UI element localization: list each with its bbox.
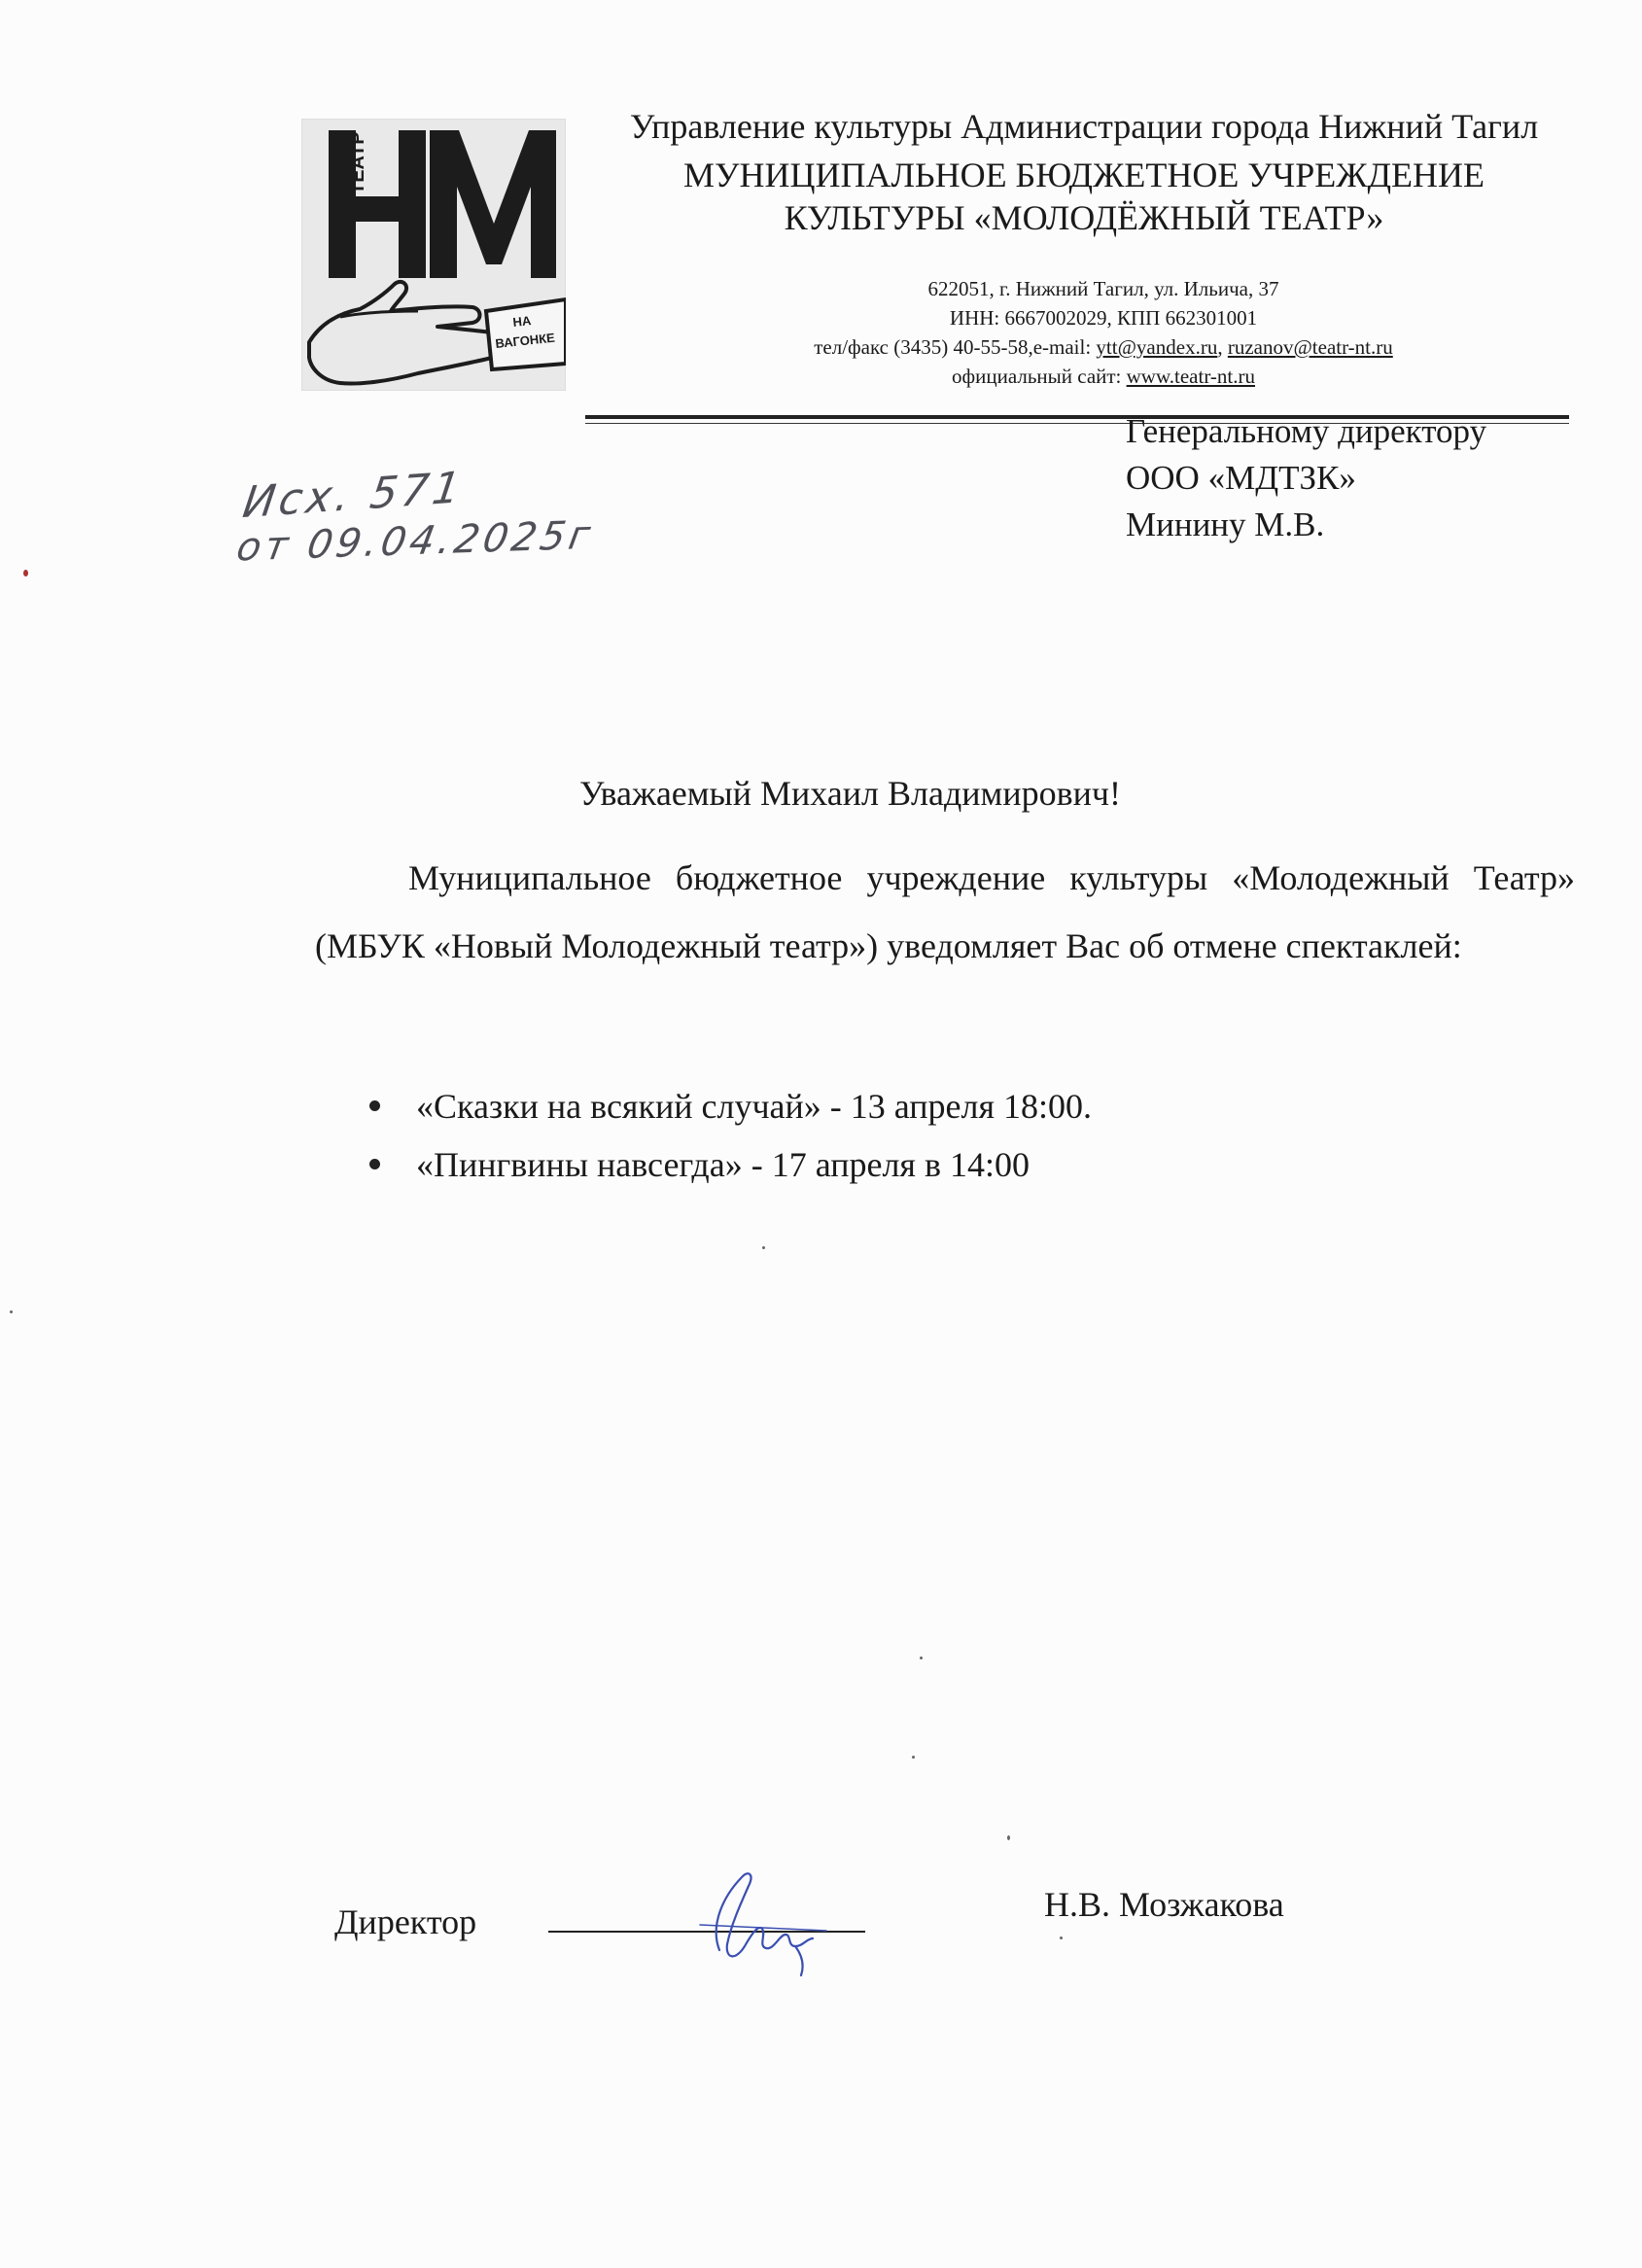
institution-name-line2: КУЛЬТУРЫ «МОЛОДЁЖНЫЙ ТЕАТР» [784,198,1384,237]
addressee-line2: ООО «МДТЗК» [1126,459,1356,497]
institution-name-line1: МУНИЦИПАЛЬНОЕ БЮДЖЕТНОЕ УЧРЕЖДЕНИЕ [683,156,1485,194]
scan-speck [920,1657,923,1659]
addressee-line1: Генеральному директору [1126,412,1487,450]
email-link-2[interactable]: ruzanov@teatr-nt.ru [1227,335,1393,359]
addressee-block [1126,408,1486,548]
authority-name: Управление культуры Администрации города Нижний Тагил [629,107,1539,146]
phone-prefix: тел/факс (3435) 40-55-58,e-mail: [814,335,1097,359]
scan-speck [10,1310,13,1313]
cancelled-shows-list [366,1077,1532,1194]
list-item [366,1135,1532,1194]
scan-speck [1007,1835,1010,1840]
tax-ids: ИНН: 6667002029, КПП 662301001 [949,306,1258,330]
theatre-logo [301,119,566,391]
website-line [661,362,1546,391]
logo-cuff-top: НА [511,313,532,330]
salutation: Уважаемый Михаил Владимирович! [579,774,1121,813]
body-paragraph: Муниципальное бюджетное учреждение культуры «Молодежный Театр» (МБУК «Новый Молодежный театр») уведомляет Вас об отмене спектаклей: [315,858,1575,965]
address: 622051, г. Нижний Тагил, ул. Ильича, 37 [927,277,1279,300]
website-link[interactable]: www.teatr-nt.ru [1126,365,1255,388]
list-item-text: «Сказки на всякий случай» - 13 апреля 18:00. [416,1087,1093,1126]
scan-speck [912,1756,915,1759]
email-separator: , [1217,335,1228,359]
signatory-position: Директор [334,1902,477,1941]
outgoing-number: Исх. 571 [239,462,468,529]
contact-block [661,274,1546,391]
organization-header [574,105,1594,239]
list-item-text: «Пингвины навсегда» - 17 апреля в 14:00 [416,1145,1030,1184]
signatory-name: Н.В. Мозжакова [1044,1885,1284,1924]
scan-speck [23,570,28,576]
logo-vertical-text: ТЕАТР [347,131,368,194]
logo-cuff-bottom: ВАГОНКЕ [494,330,556,351]
bullet-icon [369,1159,380,1169]
list-item [366,1077,1532,1135]
bullet-icon [369,1100,380,1111]
addressee-line3: Минину М.В. [1126,506,1325,543]
scan-speck [1060,1937,1063,1939]
handwritten-signature [681,1857,856,1983]
outgoing-date: от 09.04.2025г [233,512,598,571]
email-link-1[interactable]: ytt@yandex.ru [1096,335,1218,359]
scan-speck [762,1246,765,1249]
site-prefix: официальный сайт: [952,365,1127,388]
phone-email-line [661,332,1546,362]
